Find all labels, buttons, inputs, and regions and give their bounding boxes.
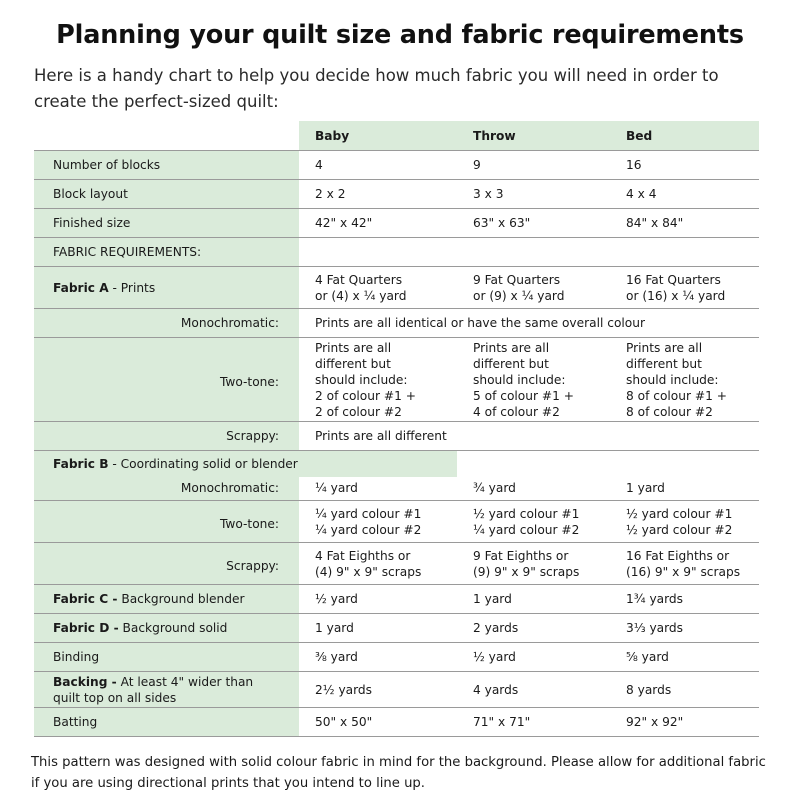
backing-label-rest: At least 4" wider than quilt top on all sides: [53, 674, 254, 705]
row-label-backing: [34, 672, 299, 708]
fabric-a-label-rest: - Prints: [108, 280, 156, 295]
table-row: [34, 585, 759, 614]
cell-value: 1 yard: [457, 585, 610, 614]
row-label-b-two-tone: Two-tone:: [34, 501, 299, 543]
cell-value: [457, 451, 759, 477]
cell-value: 8 yards: [610, 672, 759, 708]
intro-text: Here is a handy chart to help you decide how much fabric you will need in order to create the perfect-sized quilt:: [34, 66, 719, 111]
cell-value: Prints are all different but should include: 2 of colour #1 + 2 of colour #2: [299, 338, 457, 422]
cell-value: 4 Fat Eighths or (4) 9" x 9" scraps: [299, 543, 457, 585]
cell-value: ¼ yard: [299, 477, 457, 501]
row-label-b-scrappy: Scrappy:: [34, 543, 299, 585]
cell-value: 71" x 71": [457, 708, 610, 737]
table-row: [34, 672, 759, 708]
column-header-throw: Throw: [457, 121, 610, 151]
cell-value: 16 Fat Eighths or (16) 9" x 9" scraps: [610, 543, 759, 585]
backing-label-bold: Backing -: [53, 674, 117, 689]
cell-value: [299, 238, 457, 267]
cell-value: 3⅓ yards: [610, 614, 759, 643]
row-label-fabric-b: [34, 451, 457, 477]
fabric-requirements-table: [34, 121, 759, 737]
cell-value: ½ yard: [299, 585, 457, 614]
cell-value: ¾ yard: [457, 477, 610, 501]
cell-value: 4: [299, 151, 457, 180]
cell-value: 92" x 92": [610, 708, 759, 737]
column-header-bed: Bed: [610, 121, 759, 151]
cell-value: 63" x 63": [457, 209, 610, 238]
row-label-fabric-d: [34, 614, 299, 643]
table-row: [34, 451, 759, 477]
row-label-fabric-c: [34, 585, 299, 614]
cell-value: 42" x 42": [299, 209, 457, 238]
row-label-number-of-blocks: Number of blocks: [34, 151, 299, 180]
row-label-a-two-tone: Two-tone:: [34, 338, 299, 422]
row-label-finished-size: Finished size: [34, 209, 299, 238]
cell-value: 4 Fat Quarters or (4) x ¼ yard: [299, 267, 457, 309]
table-row: [34, 708, 759, 737]
cell-value: 2 x 2: [299, 180, 457, 209]
table-row: [34, 501, 759, 543]
table-row: [34, 151, 759, 180]
cell-value: 4 yards: [457, 672, 610, 708]
table-row: [34, 338, 759, 422]
table-row: [34, 643, 759, 672]
fabric-d-label-bold: Fabric D -: [53, 621, 119, 635]
header-corner: [34, 121, 299, 151]
fabric-d-label-rest: Background solid: [118, 621, 228, 635]
cell-value: 16 Fat Quarters or (16) x ¼ yard: [610, 267, 759, 309]
cell-value: ⅜ yard: [299, 643, 457, 672]
cell-value: [457, 238, 610, 267]
row-label-binding: Binding: [34, 643, 299, 672]
fabric-c-label-rest: Background blender: [117, 592, 245, 606]
table-row: [34, 209, 759, 238]
table-row: [34, 309, 759, 338]
table-header-row: [34, 121, 759, 151]
cell-value: 1 yard: [610, 477, 759, 501]
cell-value: 16: [610, 151, 759, 180]
cell-value: 2½ yards: [299, 672, 457, 708]
cell-value: 4 x 4: [610, 180, 759, 209]
cell-value: ½ yard: [457, 643, 610, 672]
table-row: [34, 543, 759, 585]
cell-value: Prints are all different: [299, 422, 759, 451]
cell-value: Prints are all identical or have the same overall colour: [299, 309, 759, 338]
row-label-a-scrappy: Scrappy:: [34, 422, 299, 451]
fabric-b-label-bold: Fabric B: [53, 456, 109, 471]
table-row: [34, 180, 759, 209]
row-label-a-monochromatic: Monochromatic:: [34, 309, 299, 338]
fabric-a-label-bold: Fabric A: [53, 280, 109, 295]
row-label-batting: Batting: [34, 708, 299, 737]
row-label-b-monochromatic: Monochromatic:: [34, 477, 299, 501]
cell-value: 84" x 84": [610, 209, 759, 238]
table-row: [34, 422, 759, 451]
cell-value: ½ yard colour #1 ½ yard colour #2: [610, 501, 759, 543]
cell-value: 9: [457, 151, 610, 180]
cell-value: 2 yards: [457, 614, 610, 643]
row-label-block-layout: Block layout: [34, 180, 299, 209]
page-title: Planning your quilt size and fabric requirements: [56, 20, 744, 50]
cell-value: 9 Fat Quarters or (9) x ¼ yard: [457, 267, 610, 309]
cell-value: ½ yard colour #1 ¼ yard colour #2: [457, 501, 610, 543]
cell-value: ⅝ yard: [610, 643, 759, 672]
cell-value: 50" x 50": [299, 708, 457, 737]
table-row: [34, 477, 759, 501]
row-label-fabric-a: [34, 267, 299, 309]
fabric-b-label-rest: - Coordinating solid or blender: [108, 456, 298, 471]
cell-value: 1¾ yards: [610, 585, 759, 614]
cell-value: 1 yard: [299, 614, 457, 643]
cell-value: Prints are all different but should include: 8 of colour #1 + 8 of colour #2: [610, 338, 759, 422]
footnote-text: This pattern was designed with solid colour fabric in mind for the background. Please allow for additional fabric if you are using directional prints that you intend to line up.: [31, 755, 766, 791]
cell-value: [610, 238, 759, 267]
table-row: [34, 267, 759, 309]
section-heading-fabric-requirements: FABRIC REQUIREMENTS:: [34, 238, 299, 267]
table-row: [34, 614, 759, 643]
cell-value: Prints are all different but should include: 5 of colour #1 + 4 of colour #2: [457, 338, 610, 422]
column-header-baby: Baby: [299, 121, 457, 151]
table-row: [34, 238, 759, 267]
cell-value: 3 x 3: [457, 180, 610, 209]
cell-value: 9 Fat Eighths or (9) 9" x 9" scraps: [457, 543, 610, 585]
fabric-c-label-bold: Fabric C -: [53, 592, 118, 606]
cell-value: ¼ yard colour #1 ¼ yard colour #2: [299, 501, 457, 543]
